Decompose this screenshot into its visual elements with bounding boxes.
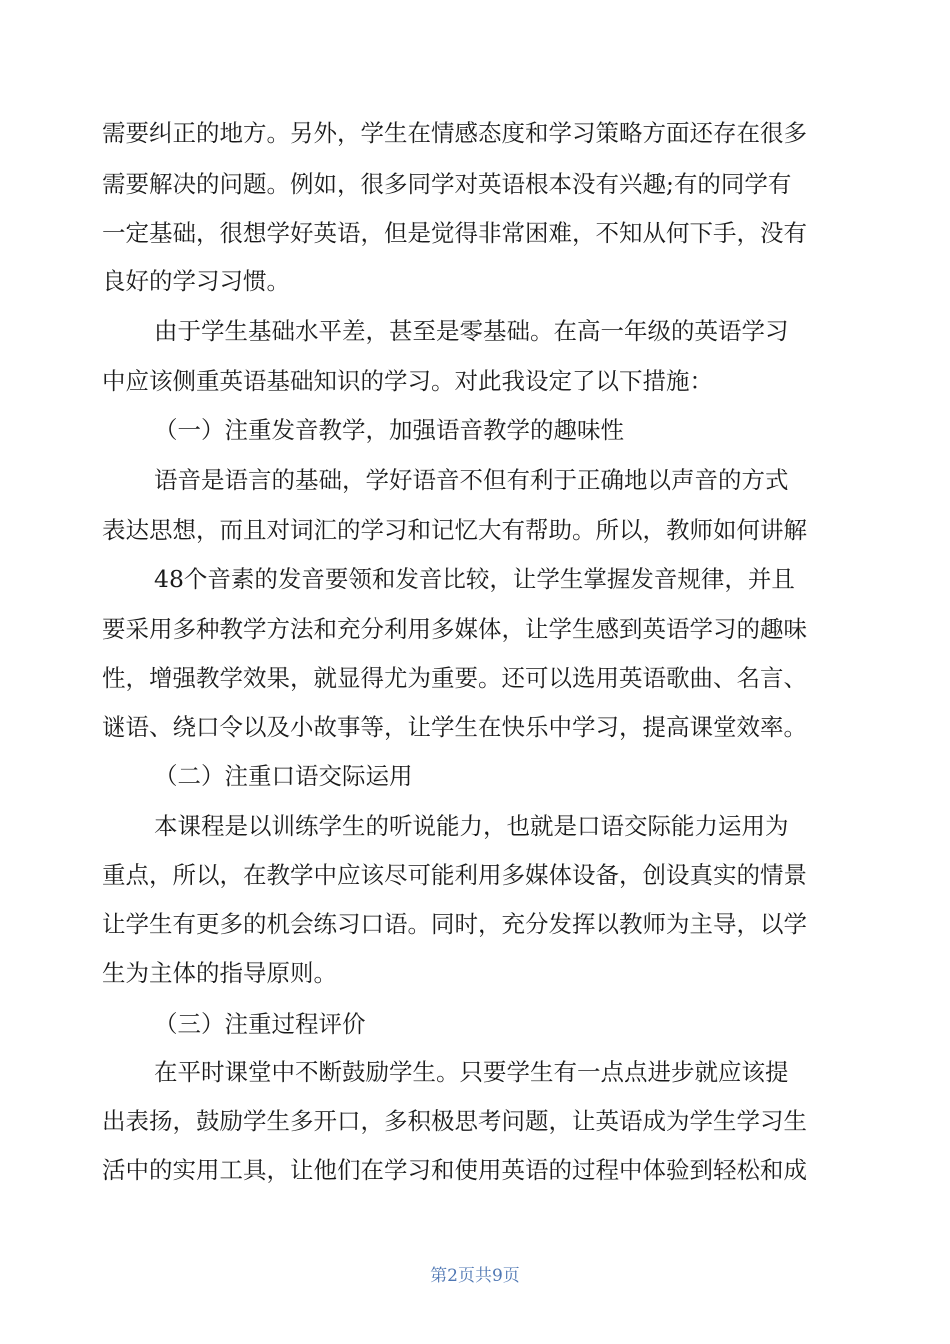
paragraph-line: 需要纠正的地方。另外，学生在情感态度和学习策略方面还存在很多 [102, 119, 807, 147]
paragraph-line: 48个音素的发音要领和发音比较，让学生掌握发音规律，并且 [154, 565, 795, 593]
section-heading: （三）注重过程评价 [154, 1010, 366, 1038]
paragraph-line: 本课程是以训练学生的听说能力，也就是口语交际能力运用为 [154, 812, 789, 840]
paragraph-line: 重点，所以，在教学中应该尽可能利用多媒体设备，创设真实的情景 [102, 861, 807, 889]
paragraph-line: 让学生有更多的机会练习口语。同时，充分发挥以教师为主导，以学 [102, 910, 807, 938]
paragraph-line: 由于学生基础水平差，甚至是零基础。在高一年级的英语学习 [154, 317, 789, 345]
paragraph-line: 要采用多种教学方法和充分利用多媒体，让学生感到英语学习的趣味 [102, 615, 807, 643]
page-indicator: 第2页共9页 [430, 1266, 520, 1286]
paragraph-line: 生为主体的指导原则。 [102, 959, 337, 987]
paragraph-line: 谜语、绕口令以及小故事等，让学生在快乐中学习，提高课堂效率。 [102, 713, 807, 741]
paragraph-line: 语音是语言的基础，学好语音不但有利于正确地以声音的方式 [154, 466, 789, 494]
paragraph-line: 良好的学习习惯。 [102, 267, 290, 295]
section-heading: （一）注重发音教学，加强语音教学的趣味性 [154, 416, 624, 444]
section-heading: （二）注重口语交际运用 [154, 762, 413, 790]
paragraph-line: 出表扬，鼓励学生多开口，多积极思考问题，让英语成为学生学习生 [102, 1107, 807, 1135]
paragraph-line: 在平时课堂中不断鼓励学生。只要学生有一点点进步就应该提 [154, 1058, 789, 1086]
paragraph-line: 性，增强教学效果，就显得尤为重要。还可以选用英语歌曲、名言、 [102, 664, 807, 692]
paragraph-line: 表达思想，而且对词汇的学习和记忆大有帮助。所以，教师如何讲解 [102, 516, 807, 544]
paragraph-line: 需要解决的问题。例如，很多同学对英语根本没有兴趣;有的同学有 [102, 170, 792, 198]
paragraph-line: 中应该侧重英语基础知识的学习。对此我设定了以下措施： [102, 367, 713, 395]
paragraph-line: 一定基础，很想学好英语，但是觉得非常困难，不知从何下手，没有 [102, 219, 807, 247]
paragraph-line: 活中的实用工具，让他们在学习和使用英语的过程中体验到轻松和成 [102, 1156, 807, 1184]
